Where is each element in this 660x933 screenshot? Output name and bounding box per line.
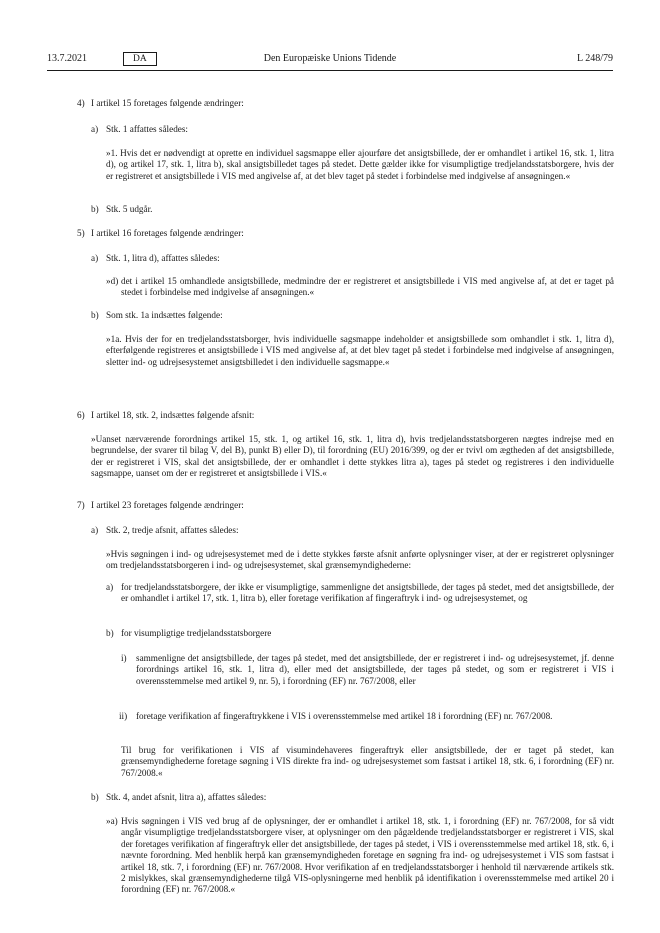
sub-roman: i) bbox=[121, 653, 127, 663]
paragraph: I artikel 18, stk. 2, indsættes følgende afsnit: bbox=[91, 410, 255, 420]
quote-letter: »d) bbox=[106, 276, 119, 286]
quote-paragraph: »1. Hvis det er nødvendigt at oprette en individuel sagsmappe eller ajourføre det ansigtsbillede, der er omhandlet i artikel 16, stk. 1, litra d), og artikel 17, stk. 1, litra b), skal ansigtsbilledet tages på stedet. Dette gælder ikke for visumpligtige tredjelandsstatsborgere, hvis der er registreret et ansigtsbillede i VIS med angivelse af, at det blev taget på stedet i forbindelse med indgivelse af ansøgningen.« bbox=[106, 148, 614, 181]
header-date: 13.7.2021 bbox=[47, 53, 87, 64]
item-letter: a) bbox=[91, 525, 99, 535]
sub-roman: ii) bbox=[119, 711, 128, 721]
quote-paragraph: Hvis søgningen i VIS ved brug af de oplysninger, der er omhandlet i artikel 18, stk. 1, i forordning (EF) nr. 767/2008, for så vidt angår visumpligtige tredjelandsstatsborgere viser, at oplysninger om den pågældende tredjelandsstatsborger er registreret i VIS, skal der foretages verifikation af fingeraftryk eller det ansigtsbillede, der tages på stedet, i VIS i overensstemmelse med artikel 18, stk. 6, i nævnte forordning. Med henblik herpå kan grænsemyndigheden foretage en søgning fra ind- og udrejsesystemet i VIS som fastsat i artikel 18, stk. 7, i forordning (EF) nr. 767/2008. Hvor verifikation af en tredjelandsstatsborger i henhold til nærværende artikels stk. 2 mislykkes, skal grænsemyndighederne tilgå VIS-oplysningerne med henblik på identifikation i overensstemmelse med artikel 20 i forordning (EF) nr. 767/2008.« bbox=[121, 816, 614, 895]
paragraph: I artikel 15 foretages følgende ændringer: bbox=[91, 98, 244, 108]
item-number: 7) bbox=[77, 500, 85, 510]
paragraph: I artikel 23 foretages følgende ændringer: bbox=[91, 500, 244, 510]
item-letter: b) bbox=[91, 204, 99, 214]
paragraph: sammenligne det ansigtsbillede, der tages på stedet, med det ansigtsbillede, der er registreret i ind- og udrejsesystemet, jf. denne forordnings artikel 16, stk. 1, litra d), eller med det ansigtsbillede, der tages på stedet, og som er registreret i VIS i overensstemmelse med artikel 9, nr. 5), i forordning (EF) nr. 767/2008, eller bbox=[136, 653, 614, 686]
paragraph: Som stk. 1a indsættes følgende: bbox=[106, 310, 223, 320]
paragraph: Stk. 4, andet afsnit, litra a), affattes således: bbox=[106, 792, 267, 802]
journal-title: Den Europæiske Unions Tidende bbox=[263, 53, 397, 64]
item-letter: a) bbox=[91, 253, 99, 263]
item-number: 4) bbox=[77, 98, 85, 108]
page-number: L 248/79 bbox=[576, 53, 613, 64]
language-badge: DA bbox=[123, 52, 157, 66]
paragraph: I artikel 16 foretages følgende ændringer: bbox=[91, 228, 244, 238]
item-number: 5) bbox=[77, 228, 85, 238]
item-letter: b) bbox=[91, 792, 99, 802]
paragraph: Stk. 1 affattes således: bbox=[106, 124, 188, 134]
paragraph: for visumpligtige tredjelandsstatsborgere bbox=[121, 628, 272, 638]
quote-paragraph: Til brug for verifikationen i VIS af visumindehaveres fingeraftryk eller ansigtsbillede, der er taget på stedet, kan grænsemyndighederne foretage søgning i VIS direkte fra ind- og udrejsesystemet som fastsat i artikel 18, stk. 6, i forordning (EF) nr. 767/2008.« bbox=[121, 745, 614, 778]
sub-letter: b) bbox=[106, 628, 114, 638]
quote-paragraph: »Uanset nærværende forordnings artikel 15, stk. 1, og artikel 16, stk. 1, litra d), hvis tredjelandsstatsborgeren nægtes indrejse med en begrundelse, der svarer til bilag V, del B), punkt B) eller D), til forordning (EU) 2016/399, og der er tvivl om ægtheden af det ansigtsbillede, der er registreret i VIS, skal det ansigtsbillede, der er omhandlet i dette stykkes litra a), tages på stedet og registreres i den individuelle sagsmappe, uanset om der er registreret et ansigtsbillede i VIS.« bbox=[91, 434, 614, 479]
item-letter: a) bbox=[91, 124, 99, 134]
item-number: 6) bbox=[77, 410, 85, 420]
item-letter: b) bbox=[91, 310, 99, 320]
quote-paragraph: »1a. Hvis der for en tredjelandsstatsborger, hvis individuelle sagsmappe indeholder et ansigtsbillede som omhandlet i stk. 1, litra d), efterfølgende registreres et ansigtsbillede i VIS med angivelse af, at det blev taget på stedet i forbindelse med indgivelse af ansøgningen, sletter ind- og udrejsesystemet ansigtsbilledet i den individuelle sagsmappe.« bbox=[106, 334, 614, 367]
header-rule bbox=[47, 70, 613, 71]
paragraph: Stk. 1, litra d), affattes således: bbox=[106, 253, 220, 263]
paragraph: for tredjelandsstatsborgere, der ikke er visumpligtige, sammenligne det ansigtsbillede, der tages på stedet, med det ansigtsbillede, der er omhandlet i artikel 17, stk. 1, litra b), eller foretage verifikation af fingeraftryk i ind- og udrejsesystemet, og bbox=[121, 582, 614, 604]
paragraph: Stk. 2, tredje afsnit, affattes således: bbox=[106, 525, 239, 535]
quote-letter: »a) bbox=[106, 816, 118, 826]
quote-paragraph: »Hvis søgningen i ind- og udrejsesystemet med de i dette stykkes første afsnit anførte oplysninger viser, at der er registreret oplysninger om tredjelandsstatsborgeren i ind- og udrejsesystemet, skal grænsemyndighederne: bbox=[106, 549, 614, 571]
sub-letter: a) bbox=[106, 582, 114, 592]
paragraph: foretage verifikation af fingeraftrykkene i VIS i overensstemmelse med artikel 18 i forordning (EF) nr. 767/2008. bbox=[136, 711, 553, 721]
paragraph: Stk. 5 udgår. bbox=[106, 204, 153, 214]
quote-paragraph: det i artikel 15 omhandlede ansigtsbillede, medmindre der er registreret et ansigtsbillede i VIS med angivelse af, at det er taget på stedet i forbindelse med indgivelse af ansøgningen.« bbox=[121, 276, 614, 298]
